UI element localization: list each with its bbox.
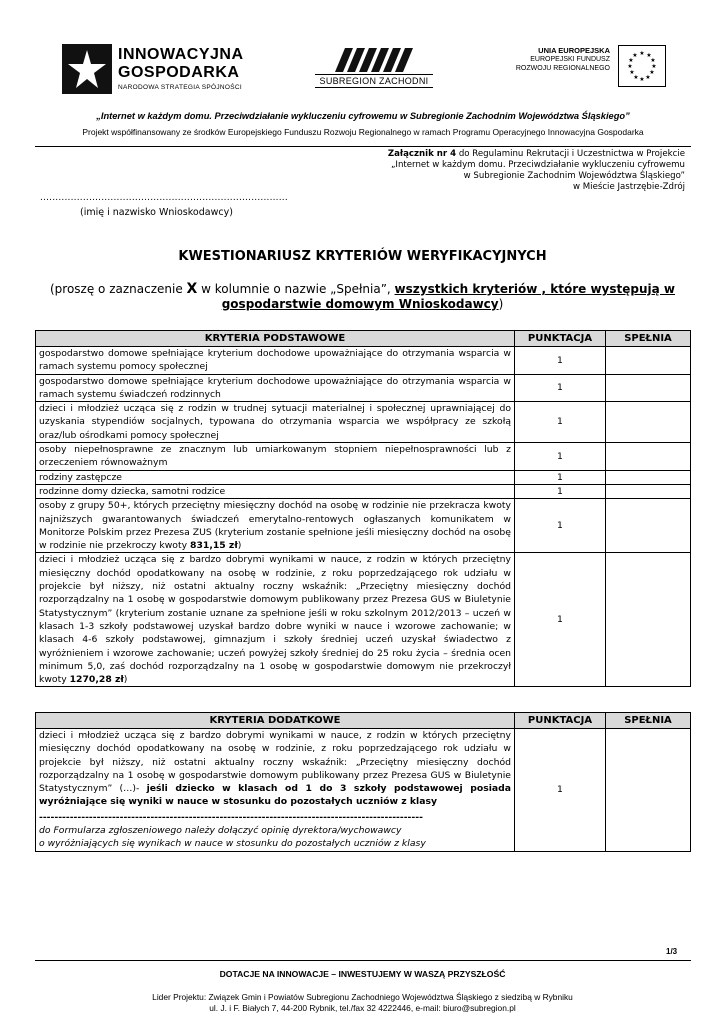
- table-row: [36, 470, 691, 484]
- innowacyjna-gospodarka-logo: [62, 44, 272, 100]
- separator-line: ----------------------------------------------------------------------------------------------------: [39, 811, 423, 823]
- table-header-row: [36, 331, 691, 347]
- meets-checkbox[interactable]: [606, 443, 691, 471]
- criterion-points: 1: [515, 553, 606, 687]
- table-header-row: [36, 713, 691, 729]
- annex-reference: [355, 149, 685, 193]
- criterion-text: dzieci i młodzież ucząca się z rodzin w trudnej sytuacji materialnej i społecznej uprawniającej do uzyskania stypendiów socjalnych, typowana do otrzymania wsparcia we współpracy ze szkołą oraz/lub ośrodkami pomocy społecznej: [36, 402, 515, 443]
- criterion-points: 1: [515, 484, 606, 498]
- subregion-emblem-icon: [315, 46, 433, 73]
- table-row: [36, 484, 691, 498]
- criterion-tail: ): [123, 674, 128, 686]
- eu-fund-label: [500, 46, 610, 73]
- svg-text:★: ★: [649, 69, 655, 76]
- eu-label-line2: EUROPEJSKI FUNDUSZ: [530, 56, 610, 63]
- svg-text:★: ★: [633, 74, 639, 81]
- criterion-text: gospodarstwo domowe spełniające kryterium dochodowe upoważniające do otrzymania wsparcia w ramach systemu pomocy społecznej: [36, 347, 515, 375]
- svg-text:★: ★: [639, 76, 645, 83]
- footer-leader-line1: Lider Projektu: Związek Gmin i Powiatów Subregionu Zachodniego Województwa Śląskiego z siedzibą w Rybniku: [152, 992, 573, 1002]
- svg-text:★: ★: [629, 69, 635, 76]
- meets-checkbox[interactable]: [606, 470, 691, 484]
- instruction-part3: ): [498, 297, 504, 311]
- instruction-text: [40, 282, 685, 312]
- criterion-points: 1: [515, 499, 606, 553]
- instruction-part1: (proszę o zaznaczenie: [49, 282, 187, 296]
- applicant-name-field[interactable]: .................................................................................: [40, 193, 288, 203]
- criterion-points: 1: [515, 729, 606, 852]
- annex-line4: w Mieście Jastrzębie-Zdrój: [573, 182, 685, 192]
- svg-text:★: ★: [627, 63, 633, 70]
- income-threshold: 831,15 zł: [190, 540, 238, 552]
- instruction-x-mark: X: [186, 281, 198, 297]
- header-additional-criteria: KRYTERIA DODATKOWE: [36, 713, 515, 729]
- eu-label-line3: ROZWOJU REGIONALNEGO: [515, 65, 610, 72]
- header-points: PUNKTACJA: [515, 713, 606, 729]
- eu-flag-icon: [618, 45, 666, 87]
- ig-logo-line3: NARODOWA STRATEGIA SPÓJNOŚCI: [118, 84, 242, 91]
- annex-number: Załącznik nr 4: [387, 149, 457, 159]
- header-basic-criteria: KRYTERIA PODSTAWOWE: [36, 331, 515, 347]
- footer-divider: [35, 960, 691, 961]
- basic-criteria-table: [35, 330, 691, 687]
- svg-text:★: ★: [645, 74, 651, 81]
- note-line2: o wyróżniających się wynikach w nauce w stosunku do pozostałych uczniów z klasy: [39, 838, 426, 850]
- meets-checkbox[interactable]: [606, 484, 691, 498]
- meets-checkbox[interactable]: [606, 402, 691, 443]
- applicant-name-caption: (imię i nazwisko Wnioskodawcy): [80, 207, 233, 218]
- header-points: PUNKTACJA: [515, 331, 606, 347]
- table-row: [36, 374, 691, 402]
- criterion-text: [36, 499, 515, 553]
- additional-criteria-table: [35, 712, 691, 852]
- eu-label-line1: UNIA EUROPEJSKA: [538, 46, 610, 55]
- criterion-points: 1: [515, 443, 606, 471]
- note-line1: do Formularza zgłoszeniowego należy dołączyć opinię dyrektora/wychowawcy: [39, 825, 402, 837]
- criterion-emphasis: jeśli dziecko w klasach od 1 do 3 szkoły podstawowej posiada wyróżniające się wyniki w nauce w stosunku do pozostałych uczniów z klasy: [39, 783, 511, 808]
- table-row: [36, 402, 691, 443]
- subregion-logo: [315, 46, 433, 96]
- svg-text:★: ★: [628, 57, 634, 64]
- subregion-logo-text: SUBREGION ZACHODNI: [315, 74, 433, 88]
- criterion-text: osoby niepełnosprawne ze znacznym lub umiarkowanym stopniem niepełnosprawności lub z orzeczeniem równoważnym: [36, 443, 515, 471]
- footer-slogan: DOTACJE NA INNOWACJE – INWESTUJEMY W WASZĄ PRZYSZŁOŚĆ: [219, 969, 506, 979]
- criterion-text: [36, 729, 515, 852]
- svg-text:★: ★: [651, 63, 657, 70]
- svg-text:★: ★: [639, 50, 645, 57]
- criterion-body: dzieci i młodzież ucząca się z bardzo dobrymi wynikami w nauce, z rodzin w których przeciętny miesięczny dochód opodatkowany na osobę w rodzinie, z roku poprzedzającego rok udziału w projekcie był niższy, niż ostatni aktualny roczny wskaźnik: „Przeciętny miesięczny dochód rozporządzalny na 1 osobę w gospodarstwie domowym publikowany przez Prezesa GUS w Biuletynie Statystycznym” (…)-: [39, 730, 511, 795]
- meets-checkbox[interactable]: [606, 347, 691, 375]
- cofinance-note: Projekt współfinansowany ze środków Europejskiego Funduszu Rozwoju Regionalnego w ramach Programu Operacyjnego Innowacyjna Gospodarka: [82, 127, 644, 137]
- svg-text:★: ★: [632, 52, 638, 59]
- criterion-points: 1: [515, 347, 606, 375]
- ig-emblem-icon: [62, 44, 112, 94]
- criterion-points: 1: [515, 374, 606, 402]
- meets-checkbox[interactable]: [606, 553, 691, 687]
- annex-line1: do Regulaminu Rekrutacji i Uczestnictwa w Projekcie: [456, 149, 685, 159]
- meets-checkbox[interactable]: [606, 729, 691, 852]
- meets-checkbox[interactable]: [606, 499, 691, 553]
- project-title: „Internet w każdym domu. Przeciwdziałanie wykluczeniu cyfrowemu w Subregionie Zachodnim Województwa Śląskiego”: [96, 111, 630, 121]
- footer-leader-line2: ul. J. i F. Białych 7, 44-200 Rybnik, tel./fax 32 4222446, e-mail: biuro@subregion.pl: [209, 1003, 516, 1013]
- criterion-points: 1: [515, 402, 606, 443]
- svg-text:★: ★: [650, 57, 656, 64]
- table-row: [36, 553, 691, 687]
- criterion-text: gospodarstwo domowe spełniające kryterium dochodowe upoważniające do otrzymania wsparcia w ramach systemu świadczeń rodzinnych: [36, 374, 515, 402]
- criterion-tail: ): [237, 540, 242, 552]
- criterion-body: osoby z grupy 50+, których przeciętny miesięczny dochód na osobę w rodzinie nie przekracza kwoty najniższych gwarantowanych świadczeń emerytalno-rentowych ogłaszanych komunikatem w Monitorze Polskim przez Prezesa ZUS (kryterium zostanie spełnione jeśli miesięczny dochód na osobę w rodzinie nie przekroczy kwoty: [39, 500, 511, 552]
- svg-text:★: ★: [646, 52, 652, 59]
- criterion-text: rodziny zastępcze: [36, 470, 515, 484]
- annex-line2: „Internet w każdym domu. Przeciwdziałanie wykluczeniu cyfrowemu: [390, 160, 685, 170]
- instruction-part2: w kolumnie o nazwie „Spełnia”,: [197, 282, 395, 296]
- table-row: [36, 347, 691, 375]
- table-row: [36, 499, 691, 553]
- criterion-body: dzieci i młodzież ucząca się z bardzo dobrymi wynikami w nauce, z rodzin w których przeciętny miesięczny dochód opodatkowany na osobę w rodzinie, z roku poprzedzającego rok udziału w projekcie był niższy, niż ostatni aktualny roczny wskaźnik: „Przeciętny miesięczny dochód rozporządzalny na 1 osobę w gospodarstwie domowym publikowany przez Prezesa GUS w Biuletynie Statystycznym” (kryterium zostanie uznane za spełnione jeśli w roku szkolnym 2012/2013 – uczeń w klasach 1-3 szkoły podstawowej uzyskał bardzo dobre wyniki w nauce i wzorowe zachowanie; w klasach 4-6 szkoły podstawowej, gimnazjum i szkoły średniej uczeń uzyskał świadectwo z wyróżnieniem i wzorowe zachowanie; uczeń powyżej szkoły średniej do 25 roku życia – średnia ocen minimum 5,0, zaś dochód rozporządzalny na 1 osobę w gospodarstwie domowym nie przekroczył kwoty: [39, 554, 511, 686]
- criterion-points: 1: [515, 470, 606, 484]
- ig-logo-line2: GOSPODARKA: [118, 64, 240, 81]
- instruction-emphasis: wszystkich kryteriów , które występują w gospodarstwie domowym Wnioskodawcy: [221, 282, 675, 311]
- criterion-text: rodzinne domy dziecka, samotni rodzice: [36, 484, 515, 498]
- table-row: [36, 729, 691, 852]
- annex-line3: w Subregionie Zachodnim Województwa Śląskiego”: [463, 171, 685, 181]
- header-meets: SPEŁNIA: [606, 713, 691, 729]
- header-meets: SPEŁNIA: [606, 331, 691, 347]
- ig-logo-line1: INNOWACYJNA: [118, 46, 244, 63]
- header-divider: [35, 146, 691, 147]
- meets-checkbox[interactable]: [606, 374, 691, 402]
- page-number: 1/3: [666, 947, 678, 956]
- criterion-text: [36, 553, 515, 687]
- income-threshold: 1270,28 zł: [69, 674, 124, 686]
- page-title: KWESTIONARIUSZ KRYTERIÓW WERYFIKACYJNYCH: [178, 249, 547, 264]
- table-row: [36, 443, 691, 471]
